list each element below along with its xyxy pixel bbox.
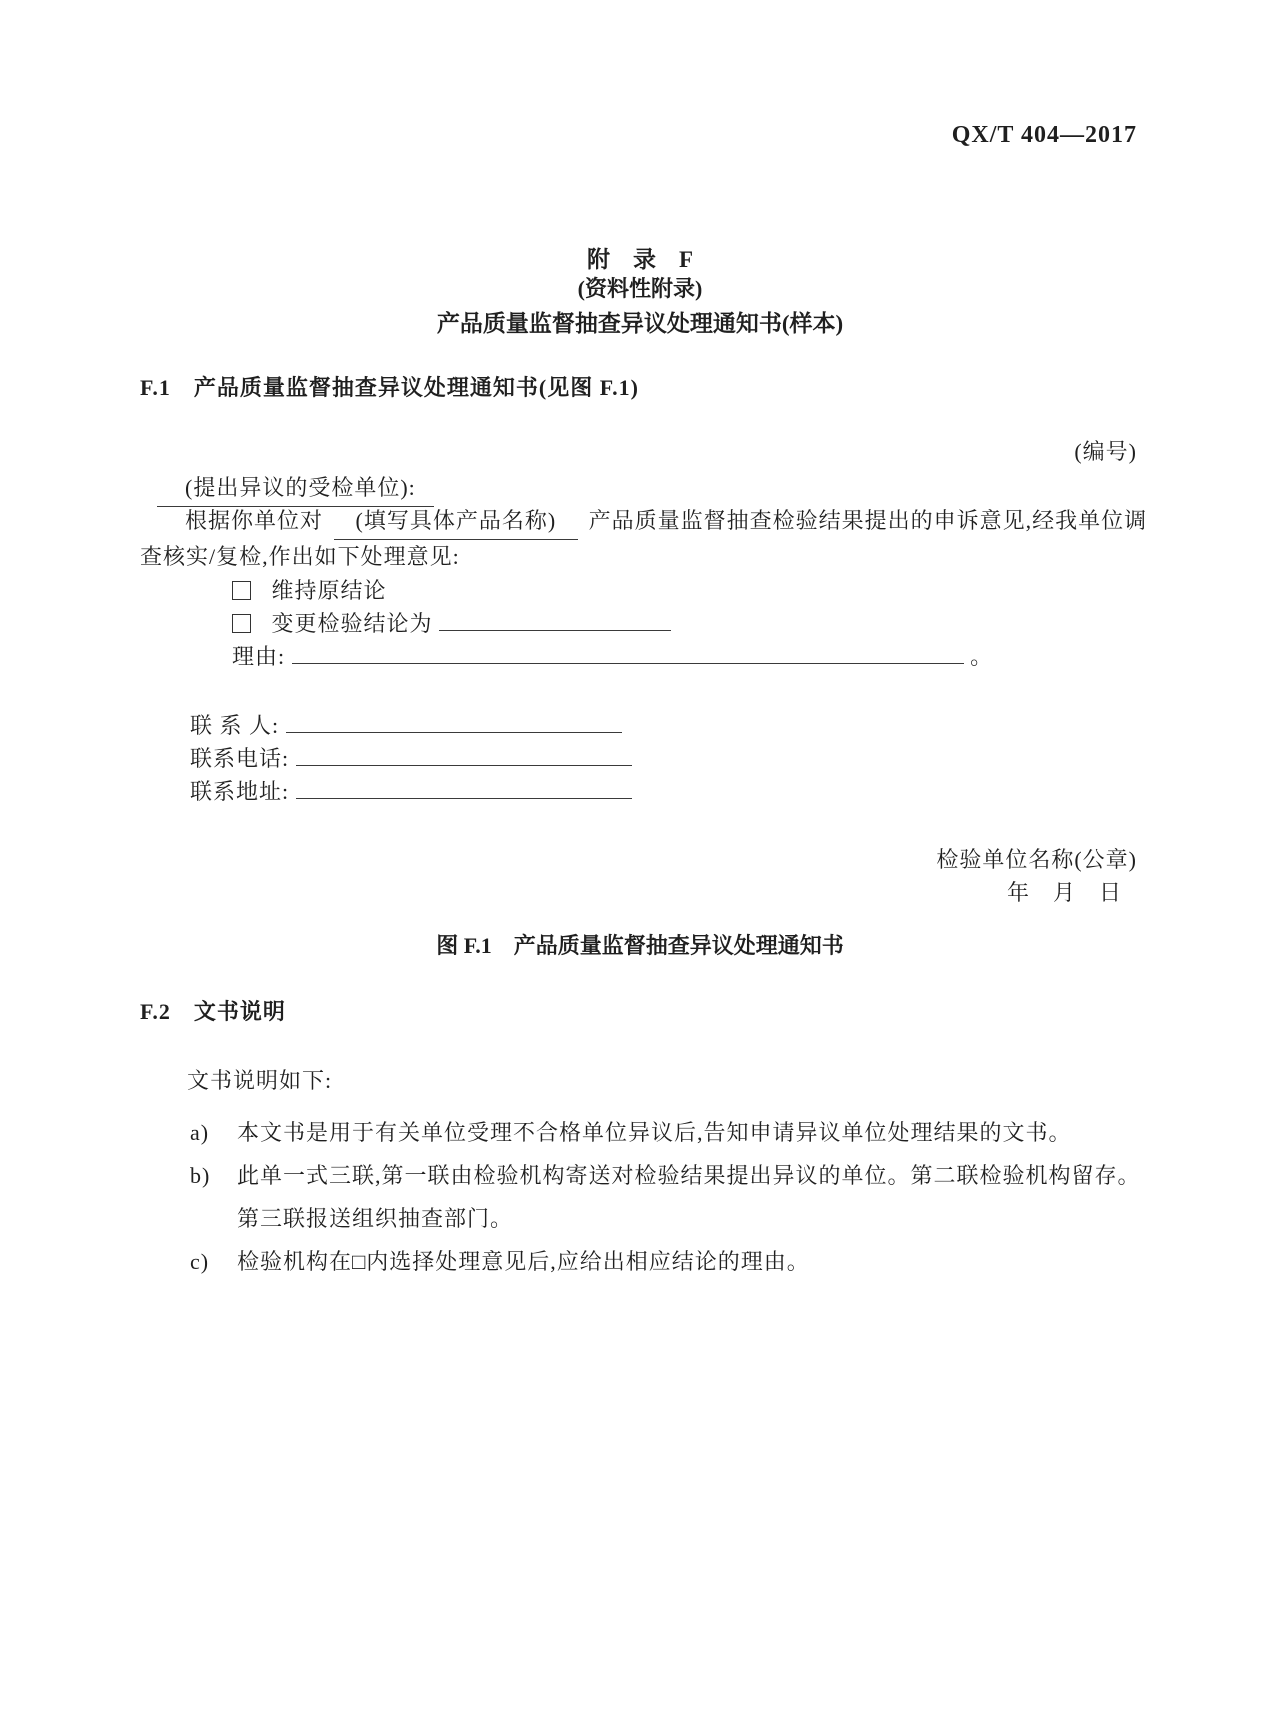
option-change-conclusion (232, 608, 671, 639)
checkbox-icon (232, 581, 251, 600)
appendix-doc-title: 产品质量监督抽查异议处理通知书(样本) (436, 311, 844, 336)
option-keep-conclusion (232, 576, 387, 606)
list-item-c (190, 1247, 810, 1277)
list-item-text-continued: 第三联报送组织抽查部门。 (237, 1206, 514, 1231)
body-prefix: 根据你单位对 (185, 508, 324, 533)
signature-date: 年 月 日 (1006, 880, 1122, 905)
list-item-label: b) (190, 1163, 211, 1188)
signature-org: 检验单位名称(公章) (936, 847, 1137, 872)
section-f2-heading: F.2 文书说明 (140, 999, 286, 1024)
form-body-line2: 查核实/复检,作出如下处理意见: (140, 544, 460, 569)
reason-period: 。 (970, 644, 994, 669)
new-conclusion-blank (439, 608, 671, 631)
form-body-line1 (185, 506, 1147, 540)
appendix-subtitle: (资料性附录) (577, 276, 703, 301)
contact-address-line (190, 776, 632, 807)
list-item-text: 本文书是用于有关单位受理不合格单位异议后,告知申请异议单位处理结果的文书。 (237, 1120, 1072, 1145)
section-f1-heading: F.1 产品质量监督抽查异议处理通知书(见图 F.1) (140, 375, 639, 400)
list-item-text: 检验机构在□内选择处理意见后,应给出相应结论的理由。 (237, 1249, 810, 1274)
contact-name-blank (286, 710, 622, 733)
list-item-b (190, 1161, 1141, 1234)
reason-line (232, 641, 993, 672)
product-name-blank: (填写具体产品名称) (334, 506, 579, 540)
notes-intro: 文书说明如下: (187, 1068, 333, 1093)
contact-phone-label: 联系电话: (190, 746, 290, 771)
list-item-text: 此单一式三联,第一联由检验机构寄送对检验结果提出异议的单位。第二联检验机构留存。 (237, 1163, 1141, 1188)
addressee-blank: (提出异议的受检单位): (157, 473, 434, 507)
figure-f1-caption: 图 F.1 产品质量监督抽查异议处理通知书 (436, 933, 844, 958)
contact-phone-line (190, 743, 632, 774)
addressee-line (157, 473, 434, 507)
checkbox-icon (232, 614, 251, 633)
list-item-label: c) (190, 1249, 210, 1274)
appendix-title: 附 录 F (586, 247, 694, 272)
contact-address-blank (296, 776, 632, 799)
contact-name-label: 联 系 人: (190, 713, 280, 738)
serial-number-label: (编号) (1074, 439, 1137, 464)
body-suffix: 产品质量监督抽查检验结果提出的申诉意见,经我单位调 (588, 508, 1148, 533)
contact-phone-blank (296, 743, 632, 766)
option-keep-label: 维持原结论 (271, 578, 387, 603)
list-item-label: a) (190, 1120, 210, 1145)
reason-label: 理由: (232, 644, 286, 669)
list-item-a (190, 1118, 1072, 1148)
reason-blank (292, 641, 964, 664)
option-change-label: 变更检验结论为 (271, 611, 433, 636)
contact-address-label: 联系地址: (190, 779, 290, 804)
contact-name-line (190, 710, 622, 741)
standard-number: QX/T 404—2017 (951, 122, 1137, 148)
